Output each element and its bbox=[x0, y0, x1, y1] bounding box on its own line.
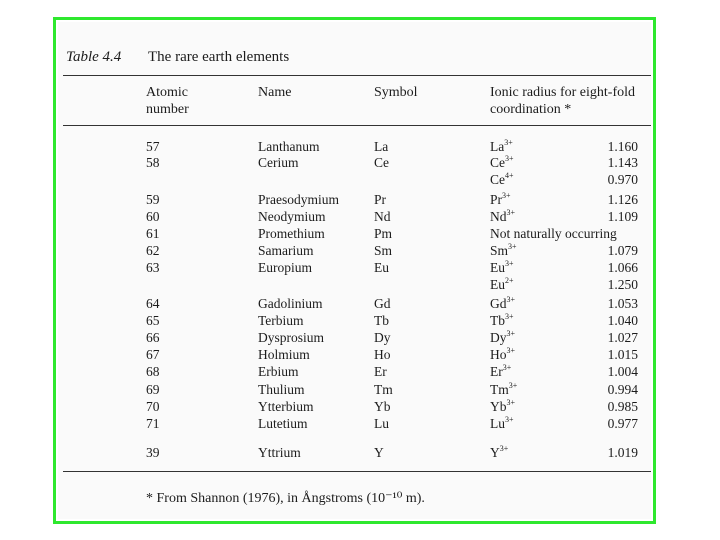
ion-charge: 3+ bbox=[505, 414, 514, 424]
ion-charge: 3+ bbox=[499, 443, 509, 453]
table-row bbox=[58, 347, 651, 363]
table-row bbox=[58, 416, 651, 432]
ion-symbol: Eu bbox=[490, 260, 505, 275]
table-number: Table 4.4 bbox=[66, 49, 122, 65]
atomic-number-cell: 39 bbox=[146, 445, 160, 460]
ion-cell bbox=[490, 330, 515, 346]
ion-symbol: Yb bbox=[490, 399, 507, 414]
atomic-number-cell: 66 bbox=[146, 330, 160, 345]
bottom-rule bbox=[63, 471, 651, 472]
table-row bbox=[58, 399, 651, 415]
element-name-cell: Thulium bbox=[258, 382, 305, 397]
header-atomic-number: Atomic number bbox=[146, 85, 189, 117]
element-name-cell: Promethium bbox=[258, 226, 325, 241]
ionic-radius-cell: 0.994 bbox=[607, 382, 638, 397]
ion-cell bbox=[490, 192, 511, 208]
table-row bbox=[58, 192, 651, 208]
ion-symbol: Dy bbox=[490, 330, 507, 345]
ionic-radius-cell: 1.053 bbox=[607, 296, 638, 311]
ion-symbol: Eu bbox=[490, 277, 505, 292]
table-row bbox=[58, 243, 651, 259]
table-row bbox=[58, 382, 651, 398]
ion-cell bbox=[490, 209, 515, 225]
slide-frame bbox=[53, 17, 656, 524]
element-name-cell: Dysprosium bbox=[258, 330, 325, 345]
ion-symbol: Ho bbox=[490, 347, 507, 362]
atomic-number-cell: 61 bbox=[146, 226, 160, 241]
table-title: The rare earth elements bbox=[148, 49, 290, 65]
ionic-radius-cell: 1.160 bbox=[607, 139, 638, 154]
atomic-number-cell: 65 bbox=[146, 313, 160, 328]
atomic-number-cell: 58 bbox=[146, 155, 160, 170]
symbol-cell: Ce bbox=[374, 155, 389, 170]
ion-symbol: Nd bbox=[490, 209, 507, 224]
ionic-radius-cell: 0.977 bbox=[607, 416, 638, 431]
table-row bbox=[58, 139, 651, 155]
ion-cell bbox=[490, 139, 513, 155]
ion-symbol: Tm bbox=[490, 382, 509, 397]
symbol-cell: Lu bbox=[374, 416, 389, 431]
atomic-number-cell: 60 bbox=[146, 209, 160, 224]
ion-symbol: Tb bbox=[490, 313, 505, 328]
table-row bbox=[58, 172, 651, 188]
table-row bbox=[58, 226, 651, 242]
ion-charge: 3+ bbox=[506, 294, 516, 304]
table-row bbox=[58, 209, 651, 225]
ion-charge: 3+ bbox=[504, 137, 513, 147]
ion-symbol: Lu bbox=[490, 416, 505, 431]
ion-symbol: Ce bbox=[490, 155, 505, 170]
table-row bbox=[58, 296, 651, 312]
ionic-radius-cell: 1.040 bbox=[607, 313, 638, 328]
top-rule bbox=[63, 75, 651, 76]
element-name-cell: Erbium bbox=[258, 364, 299, 379]
ion-symbol: Pr bbox=[490, 192, 503, 207]
ion-cell bbox=[490, 416, 514, 432]
symbol-cell: Tm bbox=[374, 382, 393, 397]
ion-cell bbox=[490, 277, 514, 293]
table-row bbox=[58, 364, 651, 380]
symbol-cell: Pr bbox=[374, 192, 387, 207]
ion-charge: 3+ bbox=[508, 241, 517, 251]
symbol-cell: Pm bbox=[374, 226, 393, 241]
element-name-cell: Yttrium bbox=[258, 445, 301, 460]
ion-charge: 3+ bbox=[508, 380, 518, 390]
ion-symbol: La bbox=[490, 139, 505, 154]
element-name-cell: Praesodymium bbox=[258, 192, 339, 207]
ion-symbol: Ce bbox=[490, 172, 505, 187]
element-name-cell: Ytterbium bbox=[258, 399, 314, 414]
ionic-radius-cell: 1.027 bbox=[607, 330, 638, 345]
table-row bbox=[58, 313, 651, 329]
ion-symbol: Y bbox=[490, 445, 500, 460]
element-name-cell: Holmium bbox=[258, 347, 310, 362]
symbol-cell: Gd bbox=[374, 296, 391, 311]
scanned-table-page bbox=[58, 22, 651, 519]
ion-cell bbox=[490, 347, 515, 363]
atomic-number-cell: 67 bbox=[146, 347, 160, 362]
atomic-number-cell: 71 bbox=[146, 416, 160, 431]
ionic-radius-cell: 0.985 bbox=[607, 399, 638, 414]
ion-charge: 2+ bbox=[505, 275, 514, 285]
ion-cell bbox=[490, 382, 517, 398]
symbol-cell: Tb bbox=[374, 313, 389, 328]
ion-cell bbox=[490, 364, 511, 380]
element-name-cell: Lutetium bbox=[258, 416, 308, 431]
symbol-cell: Ho bbox=[374, 347, 391, 362]
element-name-cell: Neodymium bbox=[258, 209, 326, 224]
symbol-cell: Y bbox=[374, 445, 384, 460]
header-rule bbox=[63, 125, 651, 126]
atomic-number-cell: 68 bbox=[146, 364, 160, 379]
symbol-cell: Yb bbox=[374, 399, 391, 414]
ionic-radius-cell: 1.079 bbox=[607, 243, 638, 258]
element-name-cell: Europium bbox=[258, 260, 312, 275]
footnote: * From Shannon (1976), in Ångstroms (10⁻¹⁰ m). bbox=[146, 491, 425, 506]
radius-note-cell: Not naturally occurring bbox=[490, 226, 617, 241]
atomic-number-cell: 63 bbox=[146, 260, 160, 275]
atomic-number-cell: 62 bbox=[146, 243, 160, 258]
element-name-cell: Lanthanum bbox=[258, 139, 320, 154]
symbol-cell: Sm bbox=[374, 243, 393, 258]
atomic-number-cell: 69 bbox=[146, 382, 160, 397]
ion-charge: 3+ bbox=[502, 362, 512, 372]
ion-charge: 3+ bbox=[502, 190, 511, 200]
ion-cell bbox=[490, 243, 517, 259]
ion-cell bbox=[490, 313, 514, 329]
ion-cell bbox=[490, 172, 514, 188]
ion-cell bbox=[490, 296, 515, 312]
ion-charge: 3+ bbox=[506, 207, 516, 217]
ionic-radius-cell: 1.019 bbox=[607, 445, 638, 460]
element-name-cell: Cerium bbox=[258, 155, 299, 170]
ion-charge: 3+ bbox=[506, 397, 516, 407]
table-row bbox=[58, 330, 651, 346]
ion-charge: 3+ bbox=[506, 345, 516, 355]
ionic-radius-cell: 1.143 bbox=[607, 155, 638, 170]
ion-charge: 3+ bbox=[505, 311, 514, 321]
atomic-number-cell: 70 bbox=[146, 399, 160, 414]
ion-charge: 4+ bbox=[505, 170, 514, 180]
ionic-radius-cell: 1.004 bbox=[607, 364, 638, 379]
element-name-cell: Terbium bbox=[258, 313, 304, 328]
symbol-cell: Er bbox=[374, 364, 387, 379]
ion-charge: 3+ bbox=[506, 328, 516, 338]
ionic-radius-cell: 1.109 bbox=[607, 209, 638, 224]
ionic-radius-cell: 1.066 bbox=[607, 260, 638, 275]
table-row bbox=[58, 155, 651, 171]
element-name-cell: Samarium bbox=[258, 243, 314, 258]
header-symbol: Symbol bbox=[374, 85, 418, 100]
table-row bbox=[58, 260, 651, 276]
symbol-cell: La bbox=[374, 139, 389, 154]
atomic-number-cell: 64 bbox=[146, 296, 160, 311]
ion-cell bbox=[490, 399, 515, 415]
atomic-number-cell: 59 bbox=[146, 192, 160, 207]
ion-cell bbox=[490, 155, 514, 171]
ionic-radius-cell: 1.015 bbox=[607, 347, 638, 362]
header-ionic-radius: Ionic radius for eight-fold coordination * bbox=[490, 85, 636, 117]
element-name-cell: Gadolinium bbox=[258, 296, 323, 311]
ion-symbol: Sm bbox=[490, 243, 509, 258]
ion-charge: 3+ bbox=[505, 258, 514, 268]
table-row bbox=[58, 277, 651, 293]
atomic-number-cell: 57 bbox=[146, 139, 160, 154]
ion-charge: 3+ bbox=[505, 153, 514, 163]
ionic-radius-cell: 1.250 bbox=[607, 277, 638, 292]
symbol-cell: Dy bbox=[374, 330, 391, 345]
ion-symbol: Gd bbox=[490, 296, 507, 311]
ion-cell bbox=[490, 260, 514, 276]
table-row bbox=[58, 445, 651, 461]
ionic-radius-cell: 0.970 bbox=[607, 172, 638, 187]
ion-symbol: Er bbox=[490, 364, 503, 379]
ion-cell bbox=[490, 445, 508, 461]
symbol-cell: Eu bbox=[374, 260, 389, 275]
ionic-radius-cell: 1.126 bbox=[607, 192, 638, 207]
header-name: Name bbox=[258, 85, 292, 100]
symbol-cell: Nd bbox=[374, 209, 391, 224]
